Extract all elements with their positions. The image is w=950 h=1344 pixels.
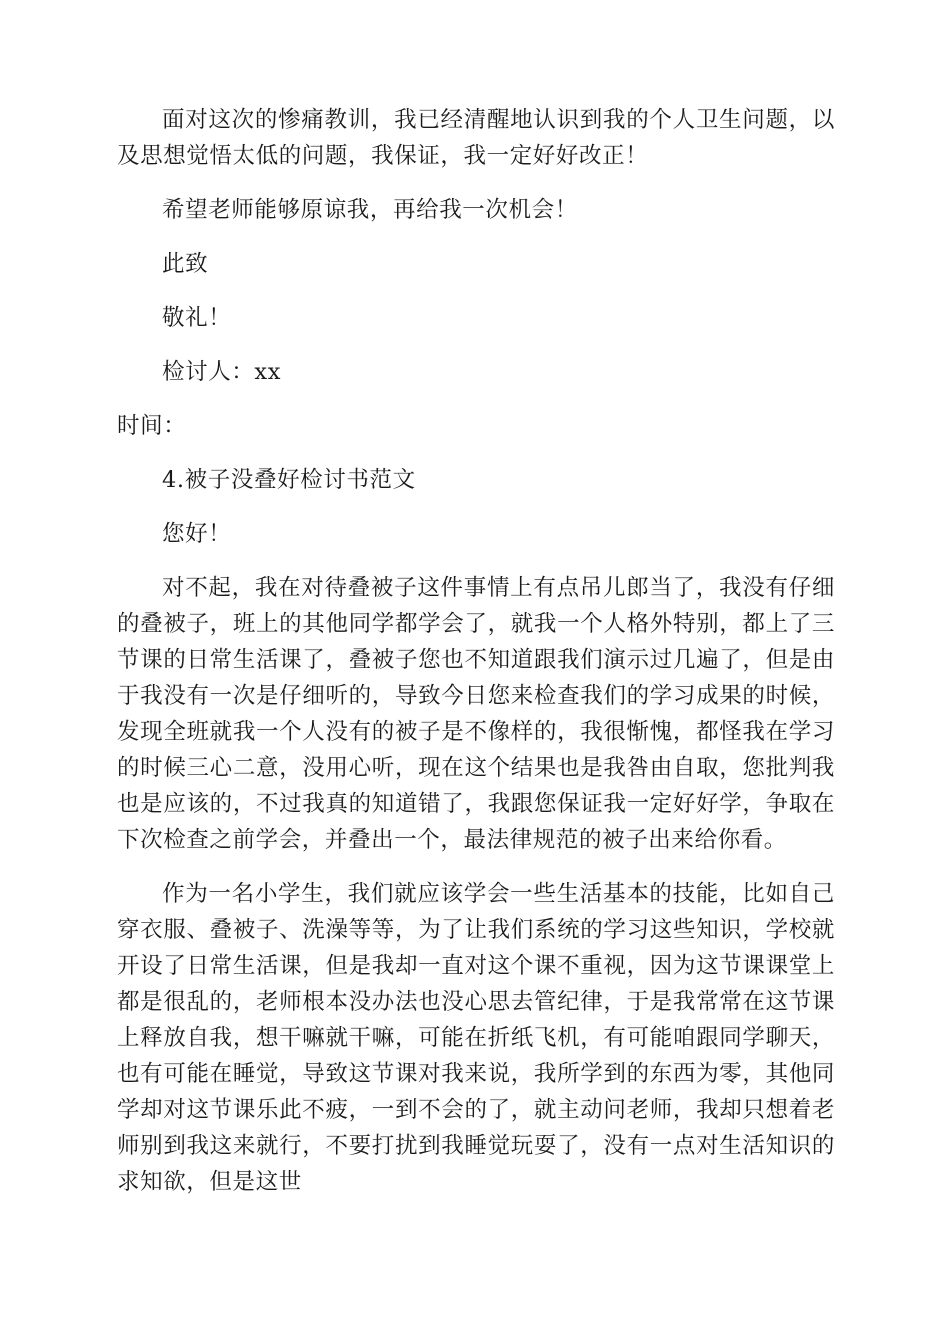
document-body	[117, 102, 835, 1200]
greeting: 您好！	[162, 521, 232, 547]
signature-line: 检讨人：xx	[162, 359, 281, 385]
closing-regards: 敬礼！	[162, 305, 232, 331]
paragraph-lesson-reflection: 面对这次的惨痛教训，我已经清醒地认识到我的个人卫生问题，以及思想觉悟太低的问题，我保证，我一定好好改正！	[117, 107, 835, 169]
paragraph-apology: 对不起，我在对待叠被子这件事情上有点吊儿郎当了，我没有仔细的叠被子，班上的其他同学都学会了，就我一个人格外特别，都上了三节课的日常生活课了，叠被子您也不知道跟我们演示过几遍了，但是由于我没有一次是仔细听的，导致今日您来检查我们的学习成果的时候，发现全班就我一个人没有的被子是不像样的，我很惭愧，都怪我在学习的时候三心二意，没用心听，现在这个结果也是我咎由自取，您批判我也是应该的，不过我真的知道错了，我跟您保证我一定好好学，争取在下次检查之前学会，并叠出一个，最法律规范的被子出来给你看。	[117, 575, 835, 853]
paragraph-forgiveness-request: 希望老师能够原谅我，再给我一次机会！	[162, 197, 578, 223]
closing-salutation: 此致	[162, 251, 209, 277]
date-line: 时间：	[117, 413, 187, 439]
section-heading: 4.被子没叠好检讨书范文	[162, 467, 416, 493]
paragraph-student-life: 作为一名小学生，我们就应该学会一些生活基本的技能，比如自己穿衣服、叠被子、洗澡等等，为了让我们系统的学习这些知识，学校就开设了日常生活课，但是我却一直对这个课不重视，因为这节课课堂上都是很乱的，老师根本没办法也没心思去管纪律，于是我常常在这节课上释放自我，想干嘛就干嘛，可能在折纸飞机，有可能咱跟同学聊天，也有可能在睡觉，导致这节课对我来说，我所学到的东西为零，其他同学却对这节课乐此不疲，一到不会的了，就主动问老师，我却只想着老师别到我这来就行，不要打扰到我睡觉玩耍了，没有一点对生活知识的求知欲，但是这世	[117, 881, 835, 1195]
